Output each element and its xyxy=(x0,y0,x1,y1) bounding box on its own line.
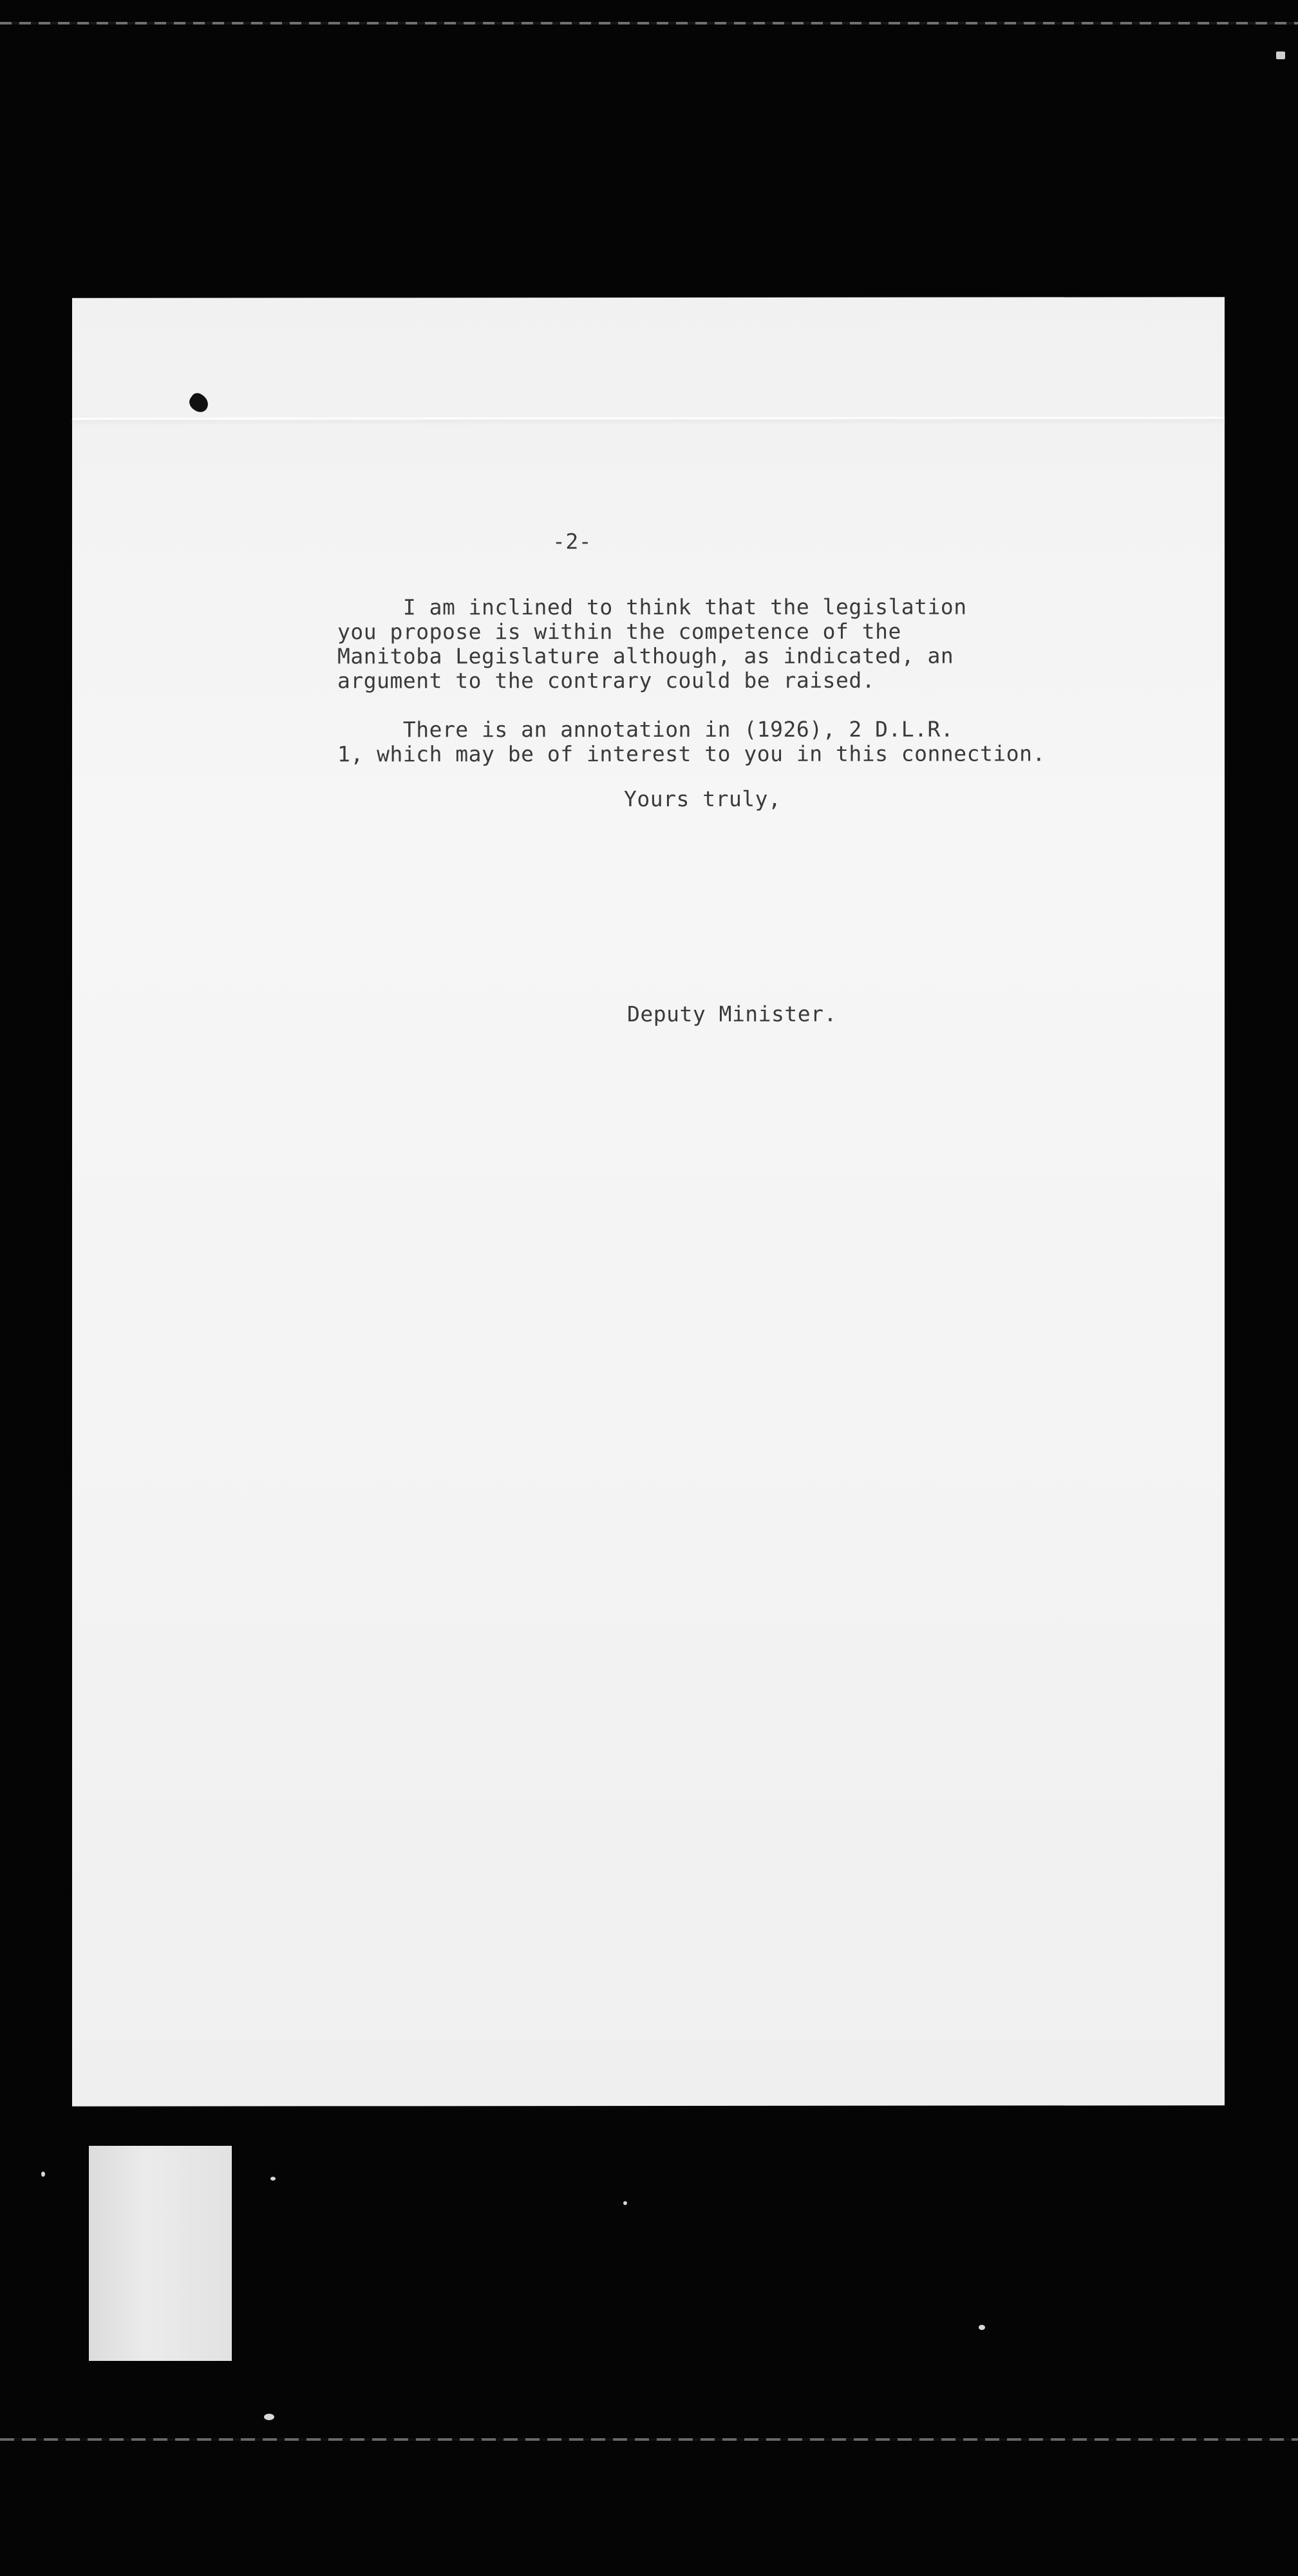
letter-closing: Yours truly, xyxy=(624,786,782,812)
dust-speck xyxy=(41,2172,45,2177)
paragraph-annotation: There is an annotation in (1926), 2 D.L.R. 1, which may be of interest to you in this connection. xyxy=(337,716,1046,767)
paragraph-legislation: I am inclined to think that the legislation you propose is within the competence of the Manitoba Legislature although, as indicated, an argument to the contrary could be raised. xyxy=(337,594,967,694)
signature-title: Deputy Minister. xyxy=(627,1001,837,1027)
paper-slip xyxy=(89,2146,232,2361)
page-fold-line xyxy=(72,417,1225,420)
film-edge-bottom xyxy=(0,2438,1298,2441)
dust-speck xyxy=(979,2325,985,2330)
frame-marker xyxy=(1276,52,1285,59)
film-edge-top xyxy=(0,22,1298,24)
letter-page xyxy=(72,297,1225,2107)
dust-speck xyxy=(264,2414,274,2420)
ink-speck xyxy=(186,390,211,415)
page-number: -2- xyxy=(552,529,592,554)
dust-speck xyxy=(623,2201,627,2205)
dust-speck xyxy=(270,2177,276,2181)
